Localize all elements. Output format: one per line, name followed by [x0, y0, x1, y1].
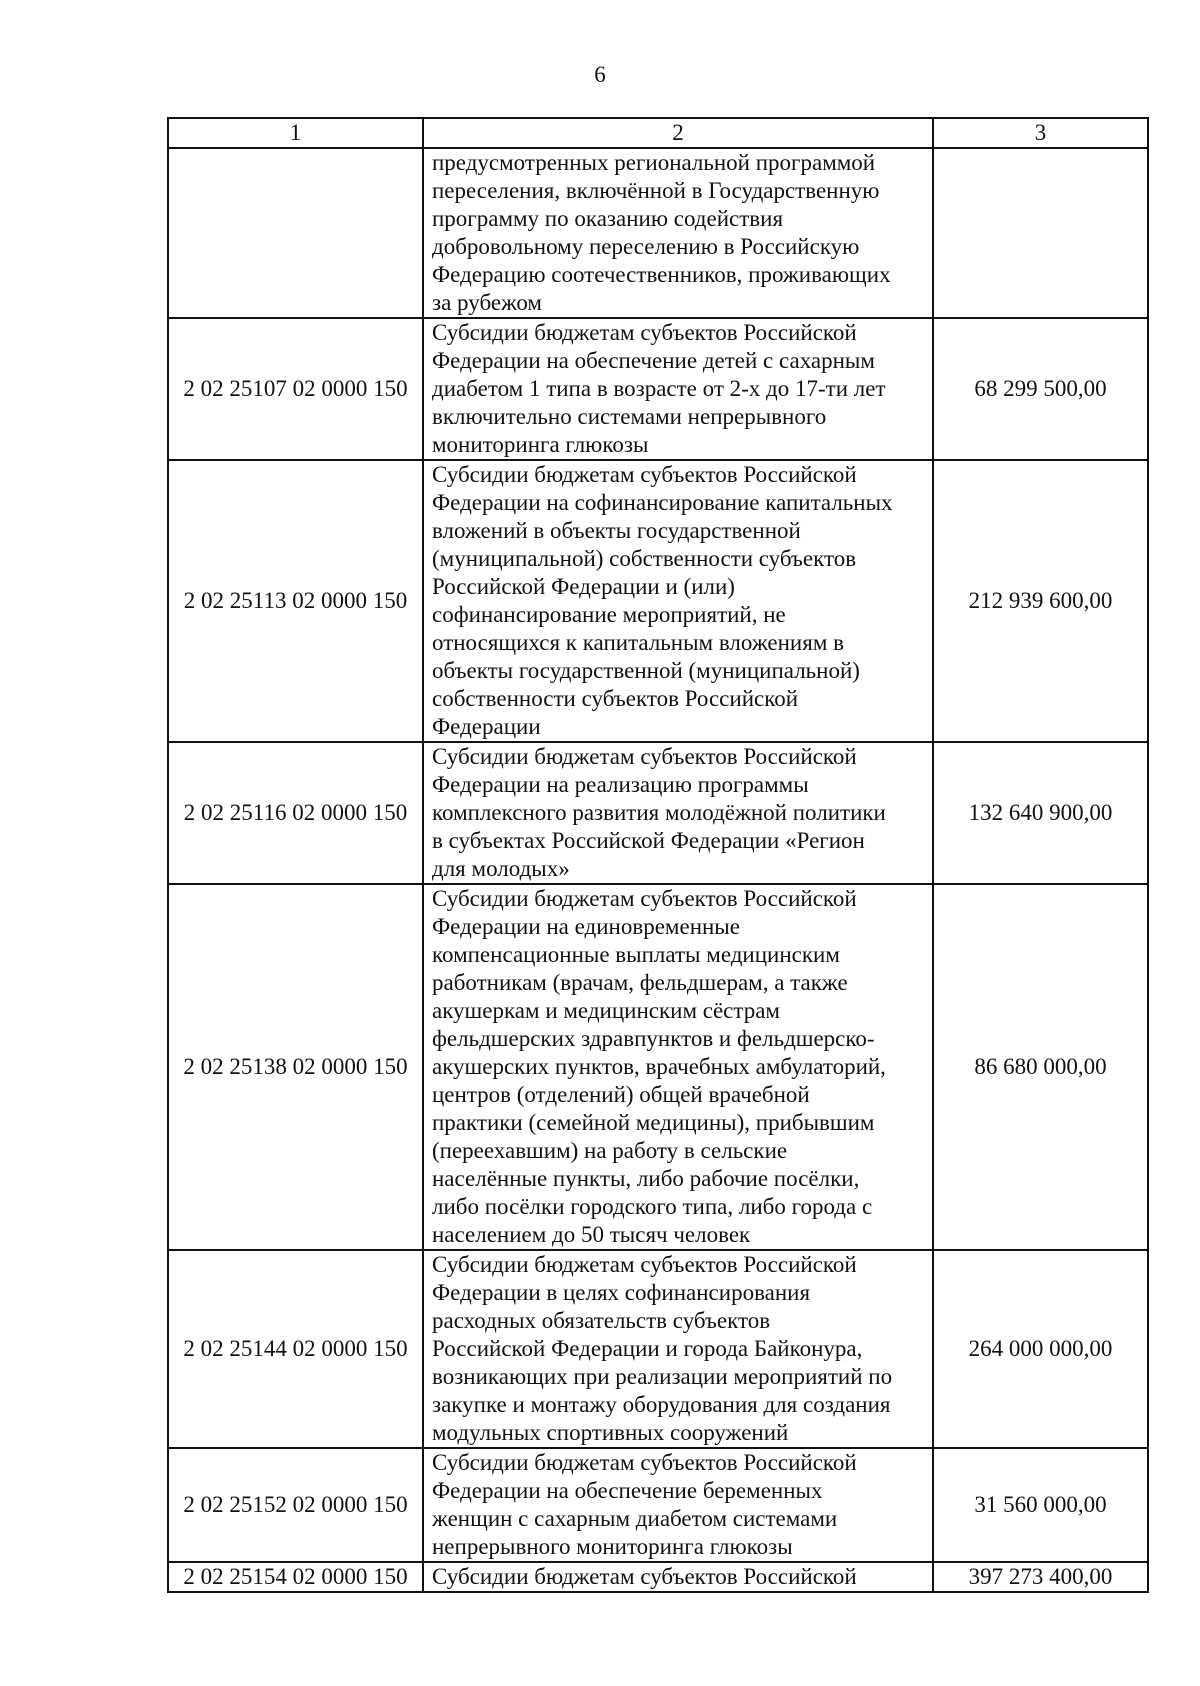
- table-row: [168, 460, 1148, 742]
- row-description: Субсидии бюджетам субъектов Российской Федерации в целях софинансирования расходных обязательств субъектов Российской Федерации и города Байконура, возникающих при реализации мероприятий по закупке и монтажу оборудования для создания модульных спортивных сооружений: [423, 1250, 933, 1448]
- table-row: [168, 1250, 1148, 1448]
- row-description: Субсидии бюджетам субъектов Российской: [423, 1562, 933, 1592]
- table-row: [168, 1448, 1148, 1562]
- column-header-amount: 3: [933, 118, 1148, 148]
- row-amount: 68 299 500,00: [933, 318, 1148, 460]
- table-row: [168, 318, 1148, 460]
- row-code: 2 02 25113 02 0000 150: [168, 460, 423, 742]
- row-description: Субсидии бюджетам субъектов Российской Федерации на реализацию программы комплексного развития молодёжной политики в субъектах Российской Федерации «Регион для молодых»: [423, 742, 933, 884]
- column-header-code: 1: [168, 118, 423, 148]
- row-amount: 264 000 000,00: [933, 1250, 1148, 1448]
- table-row: [168, 884, 1148, 1250]
- row-amount: 31 560 000,00: [933, 1448, 1148, 1562]
- table-row: [168, 742, 1148, 884]
- row-description: Субсидии бюджетам субъектов Российской Федерации на обеспечение беременных женщин с сахарным диабетом системами непрерывного мониторинга глюкозы: [423, 1448, 933, 1562]
- row-code: 2 02 25152 02 0000 150: [168, 1448, 423, 1562]
- row-code: 2 02 25107 02 0000 150: [168, 318, 423, 460]
- row-amount: 132 640 900,00: [933, 742, 1148, 884]
- row-description: Субсидии бюджетам субъектов Российской Федерации на софинансирование капитальных вложений в объекты государственной (муниципальной) собственности субъектов Российской Федерации и (или) софинансирование мероприятий, не относящихся к капитальным вложениям в объекты государственной (муниципальной) собственности субъектов Российской Федерации: [423, 460, 933, 742]
- row-amount: 397 273 400,00: [933, 1562, 1148, 1592]
- row-amount: 212 939 600,00: [933, 460, 1148, 742]
- table-row: [168, 1562, 1148, 1592]
- column-header-description: 2: [423, 118, 933, 148]
- row-description: Субсидии бюджетам субъектов Российской Федерации на обеспечение детей с сахарным диабетом 1 типа в возрасте от 2-х до 17-ти лет включительно системами непрерывного мониторинга глюкозы: [423, 318, 933, 460]
- row-code: 2 02 25116 02 0000 150: [168, 742, 423, 884]
- row-code: 2 02 25154 02 0000 150: [168, 1562, 423, 1592]
- row-code: 2 02 25138 02 0000 150: [168, 884, 423, 1250]
- row-amount: 86 680 000,00: [933, 884, 1148, 1250]
- table-row: [168, 148, 1148, 318]
- row-description: Субсидии бюджетам субъектов Российской Федерации на единовременные компенсационные выплаты медицинским работникам (врачам, фельдшерам, а также акушеркам и медицинским сёстрам фельдшерских здравпунктов и фельдшерско- акушерских пунктов, врачебных амбулаторий, центров (отделений) общей врачебной практики (семейной медицины), прибывшим (переехавшим) на работу в сельские населённые пункты, либо рабочие посёлки, либо посёлки городского типа, либо города с населением до 50 тысяч человек: [423, 884, 933, 1250]
- budget-table: [167, 117, 1149, 1593]
- row-amount: [933, 148, 1148, 318]
- row-description: предусмотренных региональной программой переселения, включённой в Государственную программу по оказанию содействия добровольному переселению в Российскую Федерацию соотечественников, проживающих за рубежом: [423, 148, 933, 318]
- page-number: 6: [594, 62, 606, 87]
- row-code: 2 02 25144 02 0000 150: [168, 1250, 423, 1448]
- table-header-row: [168, 118, 1148, 148]
- row-code: [168, 148, 423, 318]
